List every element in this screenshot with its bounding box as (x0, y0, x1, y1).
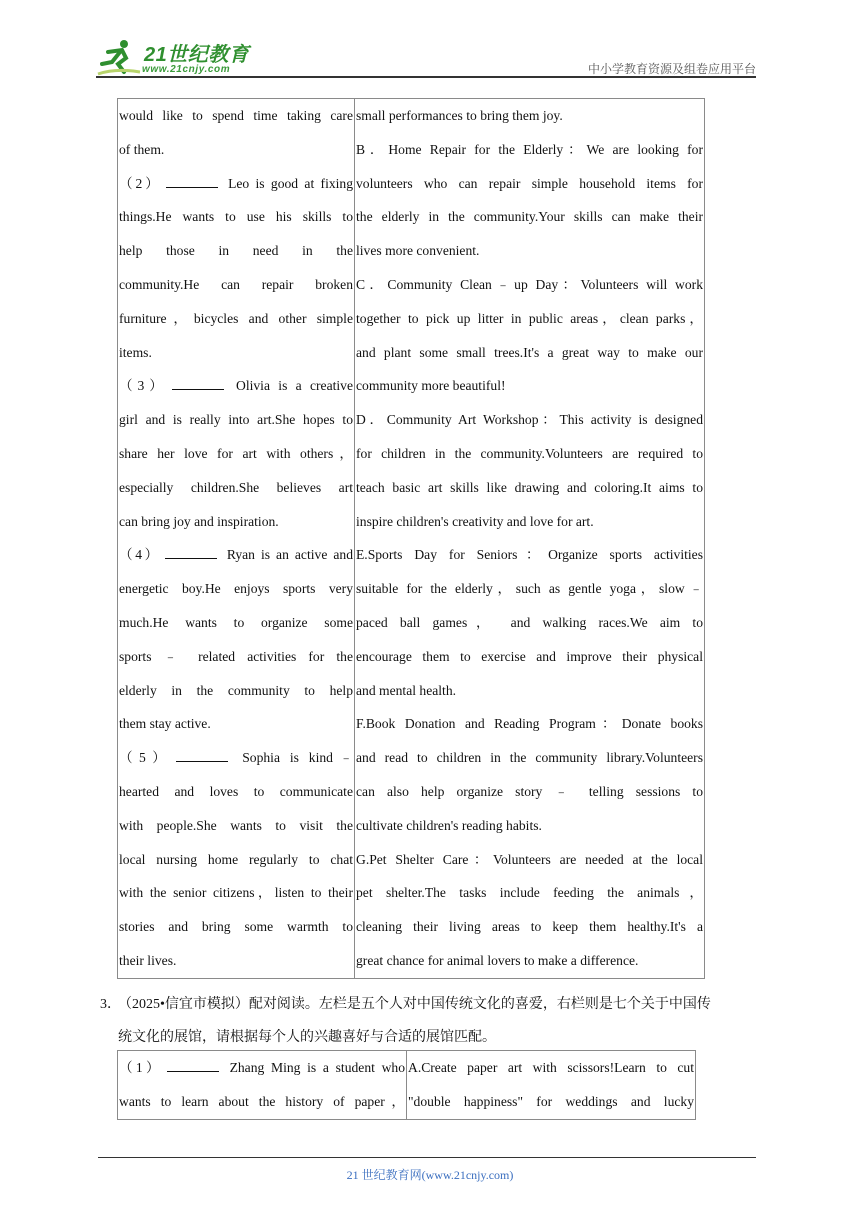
text-line: encourage them to exercise and improve their physical (356, 648, 703, 664)
text-line: with the senior citizens，listen to their (119, 885, 353, 901)
text-line: elderly in the community to help (119, 682, 353, 698)
text-line: small performances to bring them joy. (356, 108, 563, 123)
text-line: suitable for the elderly，such as gentle yoga，slow﹣ (356, 581, 703, 597)
right-column-exhibitions (407, 1051, 696, 1120)
text-line: wants to learn about the history of paper， (119, 1093, 405, 1109)
item-number: （2） (119, 175, 162, 191)
logo-url: www.21cnjy.com (142, 64, 231, 75)
item-number: （1） (119, 1060, 163, 1075)
text-line: their lives. (119, 952, 177, 968)
text-fragment: Olivia is a creative (236, 378, 354, 394)
text-line: share her love for art with others， (119, 445, 353, 461)
text-line: especially children.She believes art (119, 479, 353, 495)
matching-table-q2 (117, 98, 705, 979)
item-2 (119, 167, 353, 201)
text-line: can bring joy and inspiration. (119, 513, 279, 529)
option-c: C．Community Clean﹣up Day：Volunteers will work (356, 276, 703, 292)
text-line: teach basic art skills like drawing and coloring.It aims to (356, 479, 703, 495)
text-line: can also help organize story ﹣ telling sessions to (356, 783, 703, 799)
text-line: community more beautiful! (356, 378, 506, 394)
left-column-people (118, 99, 355, 979)
page-header (96, 32, 756, 78)
option-a: A.Create paper art with scissors!Learn to cut (408, 1060, 694, 1075)
logo-title: 21世纪教育 (144, 44, 250, 66)
question-number: 3． (100, 997, 121, 1012)
item-number: （5） (119, 750, 173, 766)
text-line: items. (119, 344, 152, 360)
text-line: energetic boy.He enjoys sports very (119, 581, 353, 597)
text-line: local nursing home regularly to chat (119, 851, 353, 867)
option-d: D．Community Art Workshop：This activity is designed (356, 412, 703, 428)
text-line: "double happiness" for weddings and lucky (408, 1093, 694, 1109)
text-line: community.He can repair broken (119, 276, 353, 292)
text-line: great chance for animal lovers to make a difference. (356, 952, 639, 968)
text-line: with people.She wants to visit the (119, 817, 353, 833)
text-line: would like to spend time taking care (119, 108, 353, 123)
right-column-activities (355, 99, 705, 979)
text-line: for children in the community.Volunteers are required to (356, 445, 703, 461)
text-fragment: Sophia is kind﹣ (242, 750, 353, 766)
question-3-instructions-line2: 统文化的展馆，请根据每个人的兴趣喜好与合适的展馆匹配。 (118, 1030, 496, 1045)
answer-blank-3[interactable] (172, 374, 224, 390)
site-logo (96, 38, 266, 78)
option-g: G.Pet Shelter Care：Volunteers are needed at the local (356, 851, 703, 867)
item-4 (119, 538, 353, 572)
item-number: （4） (119, 547, 161, 563)
text-line: furniture，bicycles and other simple (119, 310, 353, 326)
item-number: （3） (119, 378, 168, 394)
text-fragment: Ryan is an active and (226, 547, 353, 563)
option-f: F.Book Donation and Reading Program：Donate books (356, 716, 703, 732)
footer-divider (98, 1157, 756, 1158)
answer-blank-2[interactable] (166, 172, 218, 188)
item-1 (119, 1051, 405, 1085)
text-line: girl and is really into art.She hopes to (119, 412, 353, 428)
text-line: them stay active. (119, 716, 211, 732)
text-line: hearted and loves to communicate (119, 783, 353, 799)
text-line: paced ball games， and walking races.We aim to (356, 614, 703, 630)
text-line: help those in need in the (119, 243, 353, 259)
text-line: volunteers who can repair simple household items for (356, 175, 703, 191)
header-divider (96, 76, 756, 78)
matching-table-q3 (117, 1050, 696, 1120)
text-line: and read to children in the community library.Volunteers (356, 750, 703, 766)
text-line: of them. (119, 141, 165, 157)
text-line: cleaning their living areas to keep them healthy.It's a (356, 919, 703, 935)
left-column-people (118, 1051, 407, 1120)
text-line: the elderly in the community.Your skills can make their (356, 209, 703, 225)
item-3 (119, 369, 353, 403)
text-line: much.He wants to organize some (119, 614, 353, 630)
text-line: things.He wants to use his skills to (119, 209, 353, 225)
answer-blank-1[interactable] (167, 1056, 219, 1072)
text-fragment: Leo is good at fixing (228, 175, 354, 191)
option-e: E.Sports Day for Seniors：Organize sports activities (356, 547, 703, 563)
answer-blank-5[interactable] (176, 746, 228, 762)
text-line: sports ﹣ related activities for the (119, 648, 353, 664)
text-line: cultivate children's reading habits. (356, 817, 542, 833)
page-footer: 21 世纪教育网(www.21cnjy.com) (346, 1168, 514, 1182)
text-line: and plant some small trees.It's a great way to make our (356, 344, 703, 360)
text-line: inspire children's creativity and love for art. (356, 513, 594, 529)
text-line: stories and bring some warmth to (119, 919, 353, 935)
option-b: B．Home Repair for the Elderly：We are looking for (356, 141, 703, 157)
answer-blank-4[interactable] (165, 543, 217, 559)
text-line: together to pick up litter in public areas，clean parks， (356, 310, 703, 326)
text-fragment: Zhang Ming is a student who (229, 1060, 406, 1075)
platform-name: 中小学教育资源及组卷应用平台 (587, 62, 756, 76)
item-5 (119, 741, 353, 775)
question-3 (100, 988, 770, 1054)
text-line: pet shelter.The tasks include feeding the animals， (356, 885, 703, 901)
text-line: lives more convenient. (356, 243, 480, 259)
text-line: and mental health. (356, 682, 457, 698)
question-3-instructions-line1: （2025•信宜市模拟）配对阅读。左栏是五个人对中国传统文化的喜爱，右栏则是七个关于中国传 (118, 997, 711, 1012)
runner-logo-icon (96, 38, 142, 78)
